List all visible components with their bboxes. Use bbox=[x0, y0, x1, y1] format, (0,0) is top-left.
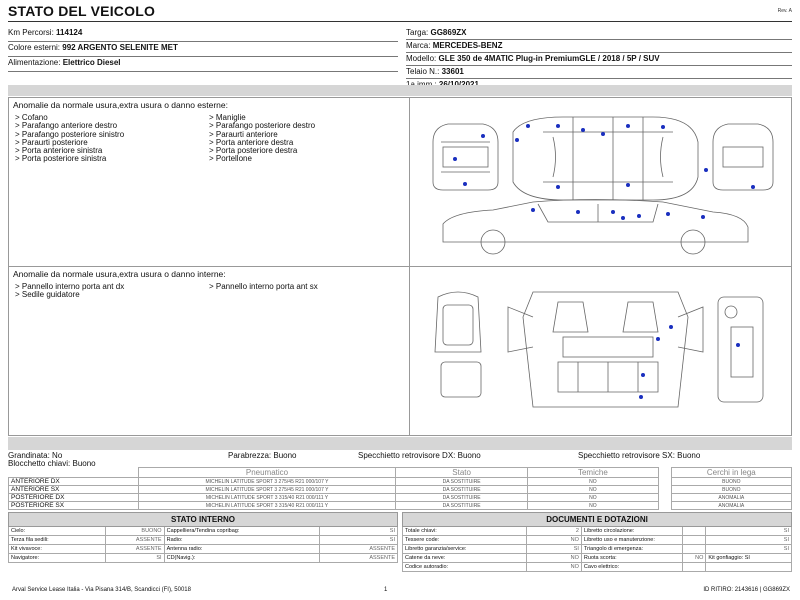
revision-label: Rev. A bbox=[777, 8, 792, 14]
table-row: ANTERIORE DX MICHELIN LATITUDE SPORT 3 275/45 R21 000/107 Y DA SOSTITUIRE NO BUONO bbox=[9, 478, 792, 486]
footer-ritiro: ID RITIRO: 2143616 | GG869ZX bbox=[703, 587, 790, 593]
table-row: Navigatore: SI CD(Navig.): ASSENTE bbox=[9, 554, 398, 563]
stato-interno-table bbox=[8, 512, 398, 563]
table-row: POSTERIORE SX MICHELIN LATITUDE SPORT 3 315/40 R21 000/111 Y DA SOSTITUIRE NO ANOMALIA bbox=[9, 502, 792, 510]
list-item: > Parafango posteriore destro bbox=[209, 121, 316, 131]
internal-list-right bbox=[209, 283, 318, 291]
tyres-table bbox=[8, 467, 792, 510]
table-row: Codice autoradio: NO Cavo elettrico: bbox=[403, 563, 792, 572]
section-separator bbox=[8, 85, 792, 96]
table-row: Kit vivavoce: ASSENTE Antenna radio: ASSENTE bbox=[9, 545, 398, 554]
footer-page: 1 bbox=[384, 587, 388, 593]
list-item: > Pannello interno porta ant dx bbox=[15, 282, 125, 291]
section-divider bbox=[409, 267, 410, 435]
list-item: > Parafango posteriore sinistro bbox=[15, 129, 125, 139]
list-item: > Paraurti anteriore bbox=[209, 129, 278, 139]
list-item: > Porta posteriore destra bbox=[209, 146, 298, 156]
info-alimentazione: Alimentazione: Elettrico Diesel bbox=[8, 57, 398, 72]
car-exterior-diagram bbox=[413, 112, 793, 262]
table-row: Cielo: BUONO Cappelliera/Tendina copribag: SI bbox=[9, 527, 398, 536]
table-row: Tessere code: NO Libretto uso e manutenzione: SI bbox=[403, 536, 792, 545]
internal-list-left bbox=[15, 283, 124, 300]
table-row: Libretto garanzia/service: SI Triangolo di emergenza: SI bbox=[403, 545, 792, 554]
list-item: > Portellone bbox=[209, 154, 252, 164]
section-divider bbox=[409, 98, 410, 266]
documenti-heading: DOCUMENTI E DOTAZIONI bbox=[403, 513, 792, 527]
list-item: > Paraurti posteriore bbox=[15, 137, 88, 147]
external-list-right bbox=[209, 114, 315, 164]
car-interior-diagram bbox=[413, 277, 793, 432]
info-km: Km Percorsi: 114124 bbox=[8, 27, 398, 42]
table-header: Pneumatico Stato Temiche Cerchi in lega bbox=[9, 468, 792, 478]
stato-interno-heading: STATO INTERNO bbox=[9, 513, 398, 527]
table-row: Catene da neve: NO Ruota scorta: NO Kit gonfiaggio: SI bbox=[403, 554, 792, 563]
list-item: > Cofano bbox=[15, 113, 48, 122]
info-targa: Targa: GG869ZX bbox=[406, 27, 792, 40]
list-item: > Sedile guidatore bbox=[15, 290, 80, 300]
table-row: Totale chiavi: 2 Libretto circolazione: SI bbox=[403, 527, 792, 536]
table-row: Terza fila sedili: ASSENTE Radio: SI bbox=[9, 536, 398, 545]
internal-damage-section bbox=[8, 266, 792, 436]
status-separator bbox=[8, 437, 792, 450]
internal-heading: Anomalie da normale usura,extra usura o danno interne: bbox=[13, 269, 226, 279]
documenti-box bbox=[402, 512, 792, 572]
list-item: > Porta anteriore sinistra bbox=[15, 146, 103, 156]
external-list-left bbox=[15, 114, 124, 164]
list-item: > Maniglie bbox=[209, 113, 246, 122]
status-line-2: Blocchetto chiavi: Buono bbox=[8, 459, 96, 468]
table-row: POSTERIORE DX MICHELIN LATITUDE SPORT 3 315/40 R21 000/111 Y DA SOSTITUIRE NO ANOMALIA bbox=[9, 494, 792, 502]
info-colore: Colore esterni: 992 ARGENTO SELENITE MET bbox=[8, 42, 398, 57]
list-item: > Parafango anteriore destro bbox=[15, 121, 118, 131]
page-title: STATO DEL VEICOLO bbox=[8, 3, 156, 19]
vehicle-info-left bbox=[8, 27, 398, 83]
list-item: > Porta anteriore destra bbox=[209, 137, 294, 147]
external-heading: Anomalie da normale usura,extra usura o danno esterne: bbox=[13, 100, 228, 110]
stato-interno-box bbox=[8, 512, 398, 563]
info-modello: Modello: GLE 350 de 4MATIC Plug-in PremiumGLE / 2018 / 5P / SUV bbox=[406, 53, 792, 66]
info-marca: Marca: MERCEDES-BENZ bbox=[406, 40, 792, 53]
external-damage-section bbox=[8, 97, 792, 267]
title-divider bbox=[8, 21, 792, 22]
documenti-table bbox=[402, 512, 792, 572]
vehicle-info-right bbox=[406, 27, 792, 83]
table-row: ANTERIORE SX MICHELIN LATITUDE SPORT 3 275/45 R21 000/107 Y DA SOSTITUIRE NO BUONO bbox=[9, 486, 792, 494]
info-telaio: Telaio N.: 33601 bbox=[406, 66, 792, 79]
footer-company: Arval Service Lease Italia - Via Pisana 314/B, Scandicci (FI), 50018 bbox=[12, 587, 191, 593]
list-item: > Porta posteriore sinistra bbox=[15, 154, 107, 164]
list-item: > Pannello interno porta ant sx bbox=[209, 282, 318, 291]
